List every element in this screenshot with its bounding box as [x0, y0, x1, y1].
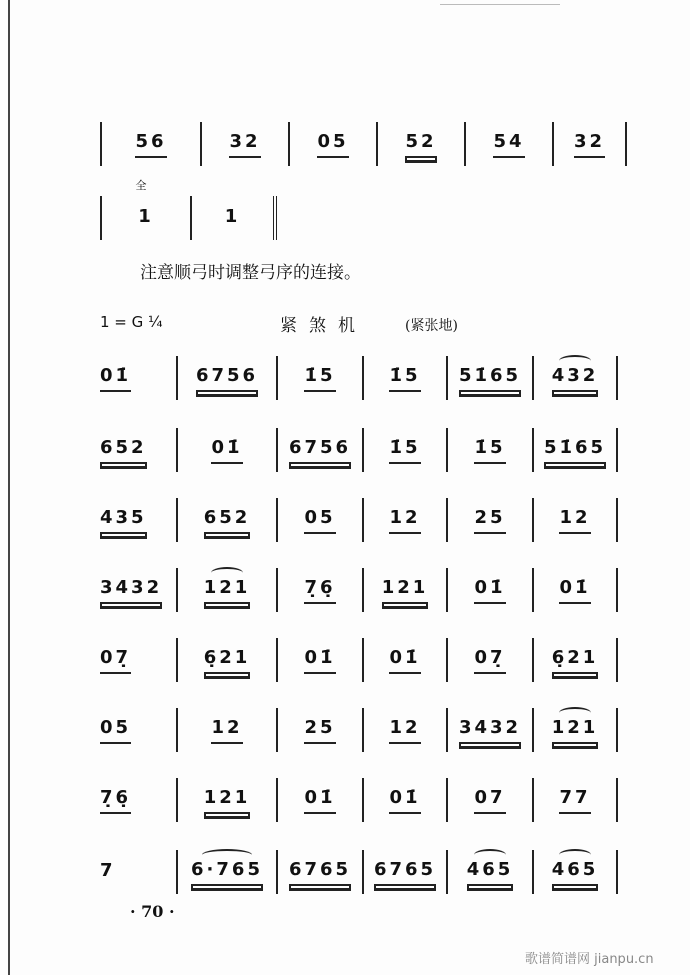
notes: 3432	[459, 717, 521, 744]
notes: 435	[100, 507, 147, 534]
measure	[278, 356, 364, 400]
notes: 121	[552, 717, 599, 744]
measure	[554, 122, 627, 166]
divider	[440, 4, 560, 5]
notes: 05	[304, 507, 335, 534]
score-line	[100, 568, 620, 612]
tempo-marking: (紧张地)	[405, 318, 458, 334]
watermark: 歌谱简谱网 jianpu.cn	[525, 952, 654, 967]
measure	[534, 778, 618, 822]
measure	[278, 498, 364, 542]
score-line	[100, 708, 620, 752]
measure	[448, 778, 534, 822]
notes: 7	[100, 859, 116, 881]
notes: 56	[135, 131, 166, 158]
intro-row-1	[100, 122, 627, 166]
measure	[378, 122, 466, 166]
measure	[102, 179, 192, 240]
measure	[278, 850, 364, 894]
notes: 6756	[289, 437, 351, 464]
measure	[178, 498, 278, 542]
measure	[534, 638, 618, 682]
measure	[100, 778, 178, 822]
measure	[448, 428, 534, 472]
measure	[534, 428, 618, 472]
measure	[534, 568, 618, 612]
notes: 1̇5	[389, 365, 420, 392]
notes: 05	[317, 131, 348, 158]
notes: 465	[467, 859, 514, 886]
measure	[100, 568, 178, 612]
notes: 77	[559, 787, 590, 814]
notes: 465	[552, 859, 599, 886]
measure	[278, 428, 364, 472]
measure	[448, 568, 534, 612]
measure	[290, 122, 378, 166]
measure	[466, 122, 554, 166]
measure	[278, 778, 364, 822]
page-edge	[8, 0, 10, 975]
notes: 54	[493, 131, 524, 158]
key-signature: 1 = G ¼	[100, 313, 163, 331]
notes: 1̇5	[474, 437, 505, 464]
score-line	[100, 850, 620, 894]
measure	[100, 708, 178, 752]
score-line	[100, 778, 620, 822]
notes: 01̇	[100, 365, 131, 392]
notes: 121	[382, 577, 429, 604]
measure	[100, 850, 178, 894]
measure	[534, 850, 618, 894]
measure	[278, 708, 364, 752]
notes: 07̣	[100, 647, 131, 674]
measure	[364, 498, 448, 542]
page-number: · 70 ·	[130, 902, 175, 921]
measure	[364, 568, 448, 612]
measure	[100, 638, 178, 682]
measure	[178, 356, 278, 400]
notes: 01̇	[304, 647, 335, 674]
score-line	[100, 428, 620, 472]
bowing-mark: 全	[135, 179, 147, 192]
measure	[178, 638, 278, 682]
notes: 1	[224, 205, 241, 227]
measure	[364, 850, 448, 894]
measure	[364, 356, 448, 400]
notes: 6̣21	[552, 647, 599, 674]
notes: 32	[229, 131, 260, 158]
notes: 12	[389, 717, 420, 744]
notes: 3432	[100, 577, 162, 604]
notes: 6765	[289, 859, 351, 886]
measure	[178, 778, 278, 822]
measure	[100, 428, 178, 472]
notes: 32	[574, 131, 605, 158]
measure	[178, 568, 278, 612]
measure	[534, 708, 618, 752]
measure	[534, 356, 618, 400]
piece-title: 紧煞机	[280, 316, 367, 336]
measure	[534, 498, 618, 542]
notes: 51̇65	[544, 437, 606, 464]
notes: 121	[204, 787, 251, 814]
measure	[364, 778, 448, 822]
notes: 121	[204, 577, 251, 604]
notes: 01̇	[211, 437, 242, 464]
score-line	[100, 638, 620, 682]
notes: 07̣	[474, 647, 505, 674]
notes: 12	[389, 507, 420, 534]
notes: 52	[405, 131, 436, 158]
score-line	[100, 356, 620, 400]
notes: 51̇65	[459, 365, 521, 392]
measure	[278, 638, 364, 682]
measure	[102, 122, 202, 166]
measure	[448, 638, 534, 682]
notes: 652	[204, 507, 251, 534]
measure	[364, 638, 448, 682]
measure	[278, 568, 364, 612]
notes: 01̇	[389, 787, 420, 814]
notes: 12	[211, 717, 242, 744]
measure	[448, 356, 534, 400]
notes: 25	[474, 507, 505, 534]
measure	[448, 498, 534, 542]
notes: 7̣6̣	[100, 787, 131, 814]
notes: 05	[100, 717, 131, 744]
notes: 1̇5	[389, 437, 420, 464]
notes: 6̣21	[204, 647, 251, 674]
measure	[448, 850, 534, 894]
notes: 6765	[374, 859, 436, 886]
intro-row-2	[100, 179, 292, 240]
notes: 01̇	[474, 577, 505, 604]
notes: 01̇	[559, 577, 590, 604]
notes: 1	[138, 205, 154, 227]
notes: 432	[552, 365, 599, 392]
notes: 07	[474, 787, 505, 814]
notes: 7̣6̣	[304, 577, 335, 604]
measure	[364, 708, 448, 752]
measure	[100, 498, 178, 542]
measure	[192, 196, 277, 240]
score-line	[100, 498, 620, 542]
notes: 6756	[196, 365, 258, 392]
measure	[100, 356, 178, 400]
measure	[364, 428, 448, 472]
notes: 25	[304, 717, 335, 744]
measure	[178, 428, 278, 472]
notes: 01̇	[389, 647, 420, 674]
instruction-text: 注意顺弓时调整弓序的连接。	[140, 263, 361, 283]
notes: 01̇	[304, 787, 335, 814]
measure	[448, 708, 534, 752]
measure	[178, 850, 278, 894]
notes: 6·765	[191, 859, 263, 886]
notes: 652	[100, 437, 147, 464]
measure	[202, 122, 290, 166]
notes: 1̇5	[304, 365, 335, 392]
measure	[178, 708, 278, 752]
notes: 12	[559, 507, 590, 534]
